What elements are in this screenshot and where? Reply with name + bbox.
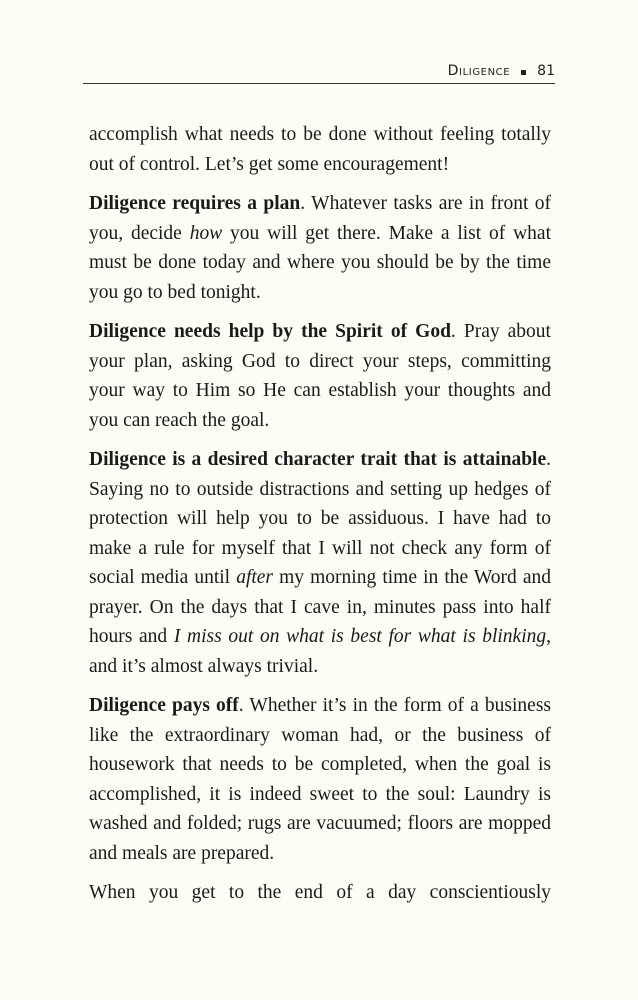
paragraph-4-lead: Diligence is a desired character trait that is attainable xyxy=(89,449,547,470)
paragraph-5-text-1: . Whether it’s in the form of a business like the extraordinary woman had, or the business of housework that needs to be completed, when the goal is accomplished, it is indeed sweet to the soul: Laundry is washed and folded; rugs are vacuumed; floors are mopped and meals are prepared. xyxy=(89,695,551,864)
paragraph-3 xyxy=(89,317,551,435)
paragraph-5 xyxy=(89,691,551,868)
paragraph-4 xyxy=(89,445,551,681)
paragraph-3-lead: Diligence needs help by the Spirit of God xyxy=(89,321,451,342)
paragraph-5-lead: Diligence pays off xyxy=(89,695,239,716)
paragraph-4-emphasis-1: after xyxy=(236,567,274,588)
paragraph-4-text-1: . Saying no to outside distractions and setting up hedges of protection will help you to be assiduous. I have had to make a rule for myself that I will not check any form of social media until xyxy=(89,449,551,588)
paragraph-2-lead: Diligence requires a plan xyxy=(89,193,301,214)
paragraph-4-text-2: my morning time in the Word and prayer. On the days that I cave in, minutes pass into half hours and xyxy=(89,567,551,647)
page-number: 81 xyxy=(537,63,555,79)
paragraph-2-text-2: you will get there. Make a list of what must be done today and where you should be by the time you go to bed tonight. xyxy=(89,222,551,303)
paragraph-2 xyxy=(89,189,551,307)
running-header xyxy=(83,58,555,84)
paragraph-4-emphasis-2: I miss out on what is best for what is blinking, xyxy=(173,626,551,647)
bullet-separator xyxy=(521,70,526,75)
paragraph-4-text-3: and it’s almost always trivial. xyxy=(89,655,319,677)
paragraph-2-emphasis: how xyxy=(189,222,223,244)
paragraph-6: When you get to the end of a day conscientiously xyxy=(89,882,551,903)
paragraph-2-text-1: . Whatever tasks are in front of you, decide xyxy=(89,193,551,244)
paragraph-3-text-1: . Pray about your plan, asking God to direct your steps, committing your way to Him so He can establish your thoughts and you can reach the goal. xyxy=(89,321,551,431)
running-title: Diligence xyxy=(447,63,511,79)
body-text xyxy=(89,120,551,918)
paragraph-1: accomplish what needs to be done without feeling totally out of control. Let’s get some encouragement! xyxy=(89,124,551,175)
